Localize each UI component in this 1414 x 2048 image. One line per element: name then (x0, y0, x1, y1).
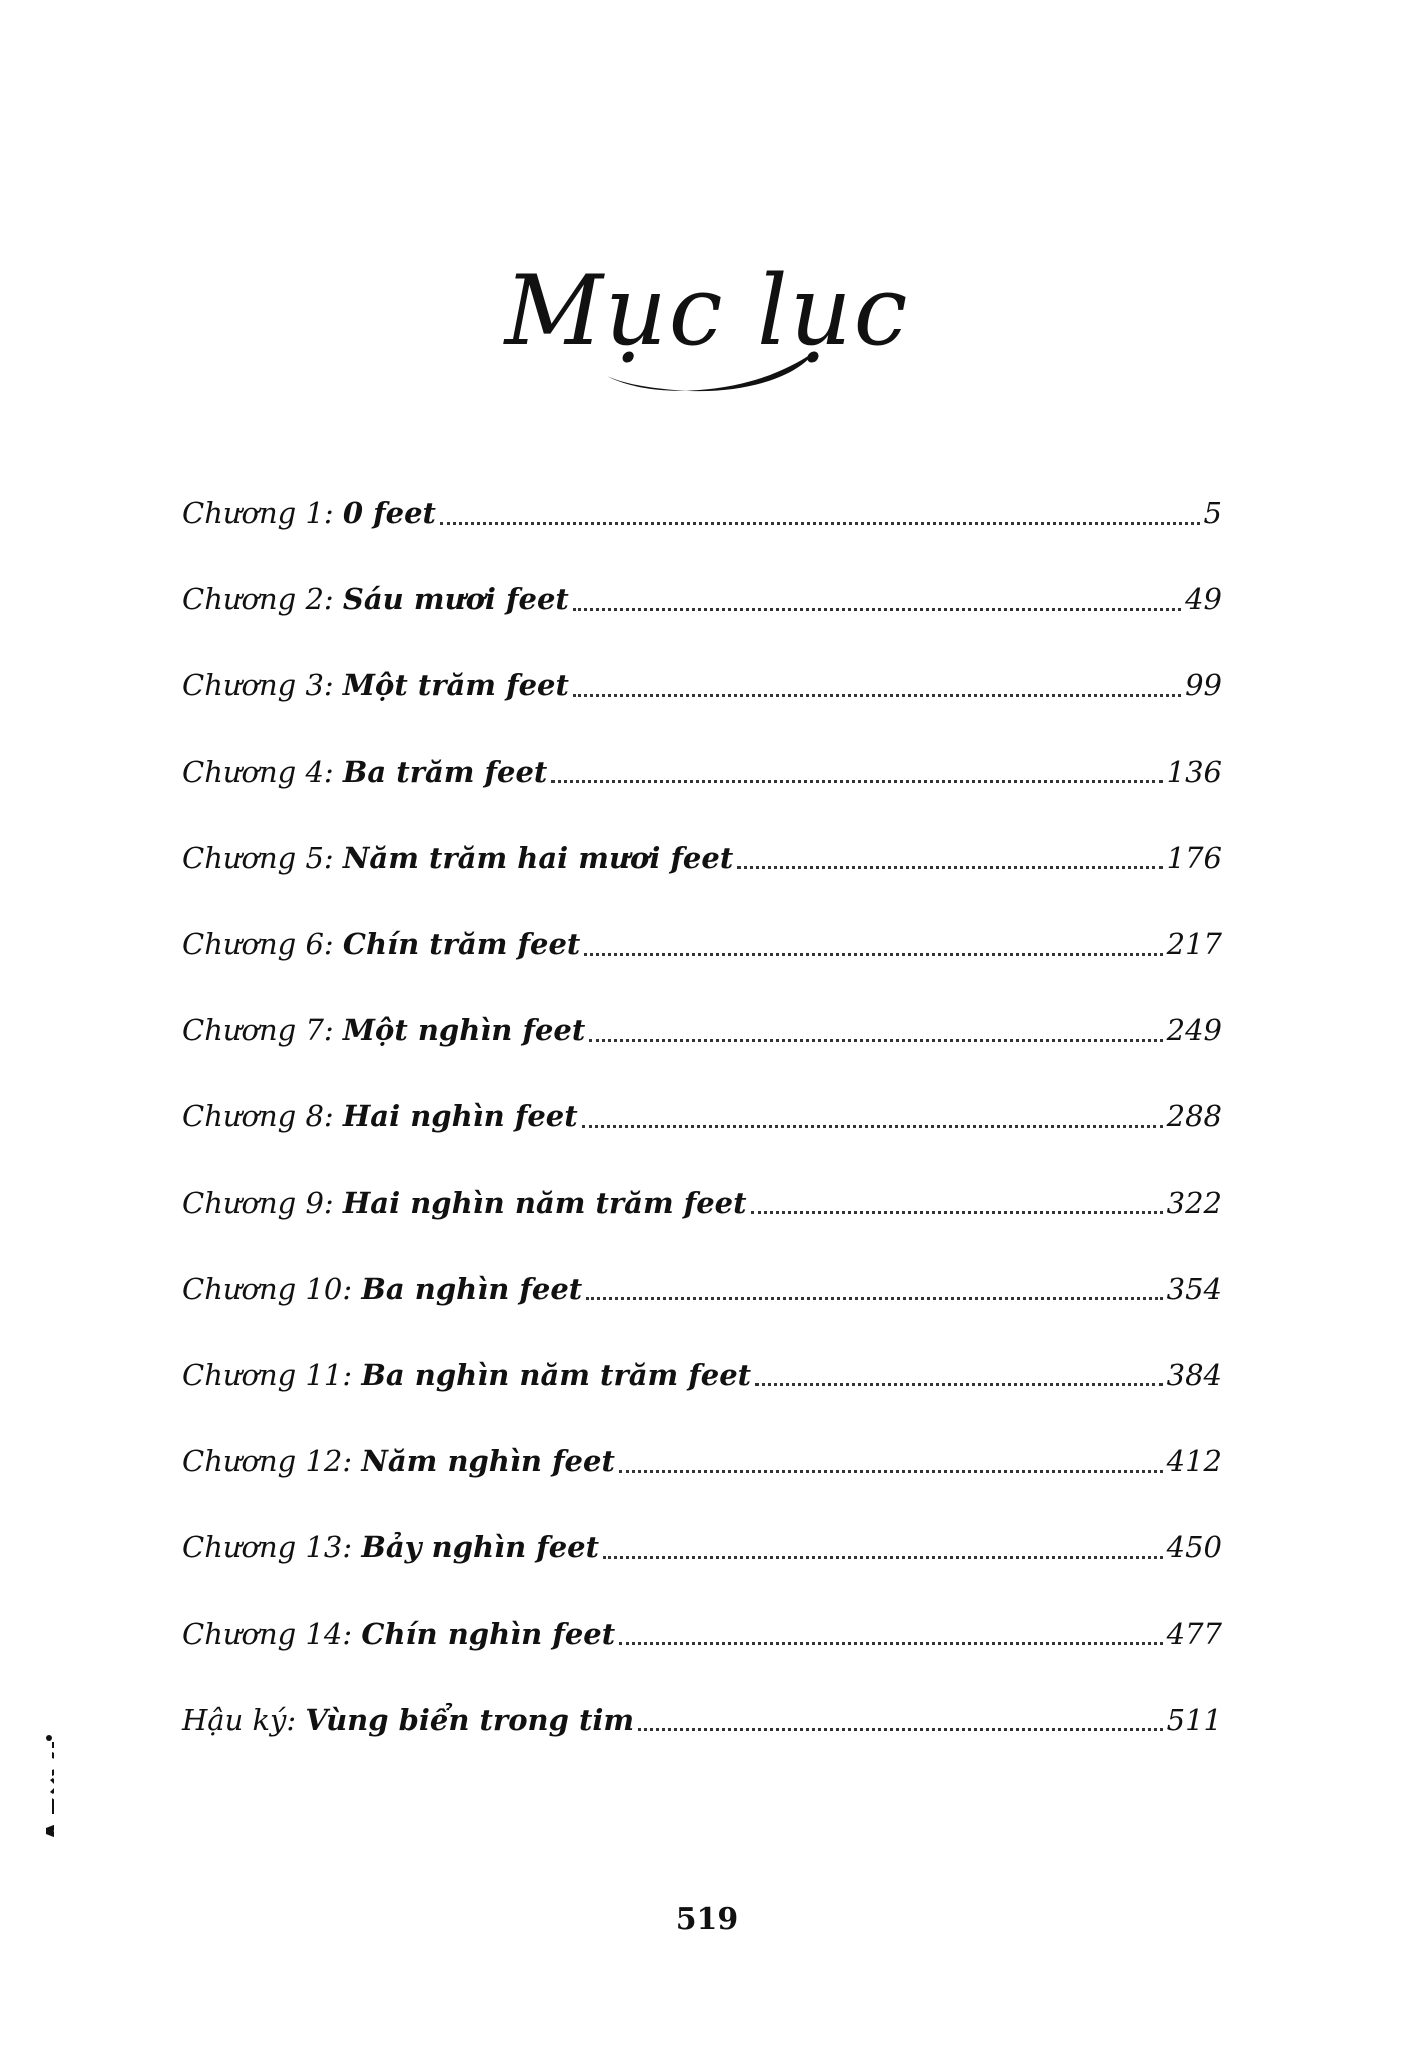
toc-page-number: 511 (1166, 1702, 1222, 1737)
toc-page-number: 176 (1166, 840, 1222, 875)
heading-swash-ornament (600, 345, 820, 405)
toc-entry-label (182, 755, 547, 789)
toc-list (182, 470, 1222, 1763)
toc-chapter-title: Hai nghìn năm trăm feet (342, 1185, 747, 1220)
toc-dot-leader (573, 608, 1181, 611)
toc-page-number: 217 (1166, 927, 1222, 962)
toc-heading-text: Mục lục (504, 255, 910, 367)
toc-entry (182, 1246, 1222, 1332)
toc-page-number: 249 (1166, 1013, 1222, 1048)
toc-entry-label (182, 1272, 582, 1306)
toc-page-number: 5 (1203, 496, 1222, 531)
toc-dot-leader (586, 1297, 1162, 1300)
toc-entry-label (182, 1444, 615, 1478)
toc-entry-label (182, 1703, 634, 1737)
toc-chapter-number: Chương 8: (182, 1099, 334, 1134)
toc-chapter-number: Chương 2: (182, 582, 334, 617)
toc-dot-leader (551, 780, 1162, 783)
toc-dot-leader (638, 1728, 1163, 1731)
toc-entry-label (182, 582, 569, 616)
toc-entry-label (182, 841, 733, 875)
toc-entry-label (182, 1617, 615, 1651)
toc-chapter-title: Chín nghìn feet (361, 1616, 616, 1651)
toc-page-number: 288 (1166, 1099, 1222, 1134)
toc-page-number: 354 (1166, 1271, 1222, 1306)
toc-entry-label (182, 1186, 747, 1220)
toc-entry-label (182, 668, 569, 702)
toc-dot-leader (584, 953, 1162, 956)
toc-entry (182, 815, 1222, 901)
toc-dot-leader (619, 1642, 1163, 1645)
toc-chapter-title: Ba nghìn feet (361, 1271, 583, 1306)
toc-entry (182, 1332, 1222, 1418)
toc-dot-leader (582, 1125, 1163, 1128)
toc-entry (182, 556, 1222, 642)
toc-chapter-title: Hai nghìn feet (342, 1099, 578, 1134)
toc-entry-label (182, 496, 436, 530)
toc-chapter-title: Vùng biển trong tim (305, 1702, 635, 1737)
toc-chapter-number: Chương 4: (182, 754, 334, 789)
toc-entry (182, 1160, 1222, 1246)
toc-page-number: 322 (1166, 1185, 1222, 1220)
toc-chapter-title: Năm nghìn feet (361, 1444, 615, 1479)
toc-chapter-number: Chương 12: (182, 1444, 353, 1479)
toc-entry (182, 1504, 1222, 1590)
toc-dot-leader (737, 866, 1162, 869)
toc-entry (182, 1418, 1222, 1504)
toc-chapter-title: Ba trăm feet (342, 754, 548, 789)
toc-page-number: 450 (1166, 1530, 1222, 1565)
toc-entry (182, 1677, 1222, 1763)
toc-chapter-number: Chương 3: (182, 668, 334, 703)
toc-entry-label (182, 1358, 751, 1392)
toc-entry (182, 729, 1222, 815)
toc-chapter-number: Chương 11: (182, 1357, 353, 1392)
toc-chapter-title: Một trăm feet (342, 668, 569, 703)
toc-entry (182, 1073, 1222, 1159)
toc-entry (182, 1590, 1222, 1676)
toc-chapter-number: Hậu ký: (182, 1702, 297, 1737)
toc-dot-leader (751, 1211, 1163, 1214)
toc-page-number: 412 (1166, 1444, 1222, 1479)
page-number: 519 (675, 1902, 739, 1937)
publisher-logo (14, 1706, 54, 1846)
toc-entry-label (182, 1099, 578, 1133)
toc-entry-label (182, 1013, 585, 1047)
toc-page-number: 99 (1185, 668, 1222, 703)
toc-chapter-number: Chương 14: (182, 1616, 353, 1651)
toc-chapter-number: Chương 6: (182, 927, 334, 962)
toc-dot-leader (440, 522, 1200, 525)
toc-chapter-number: Chương 10: (182, 1271, 353, 1306)
toc-chapter-title: Ba nghìn năm trăm feet (361, 1357, 752, 1392)
toc-chapter-title: Một nghìn feet (342, 1013, 586, 1048)
toc-chapter-title: 0 feet (342, 496, 436, 531)
toc-chapter-title: Năm trăm hai mươi feet (342, 840, 734, 875)
toc-chapter-number: Chương 13: (182, 1530, 353, 1565)
toc-dot-leader (603, 1556, 1163, 1559)
toc-dot-leader (619, 1470, 1163, 1473)
toc-chapter-number: Chương 5: (182, 840, 334, 875)
toc-dot-leader (589, 1039, 1162, 1042)
toc-entry (182, 642, 1222, 728)
toc-chapter-title: Sáu mươi feet (342, 582, 569, 617)
toc-page-number: 136 (1166, 754, 1222, 789)
toc-chapter-title: Bảy nghìn feet (361, 1530, 600, 1565)
toc-dot-leader (573, 694, 1181, 697)
toc-entry (182, 987, 1222, 1073)
toc-entry (182, 901, 1222, 987)
toc-page-number: 384 (1166, 1357, 1222, 1392)
toc-chapter-number: Chương 1: (182, 496, 334, 531)
toc-entry-label (182, 927, 580, 961)
toc-entry (182, 470, 1222, 556)
toc-entry-label (182, 1530, 599, 1564)
toc-chapter-number: Chương 9: (182, 1185, 334, 1220)
toc-page-number: 477 (1166, 1616, 1222, 1651)
toc-chapter-number: Chương 7: (182, 1013, 334, 1048)
toc-page-number: 49 (1185, 582, 1222, 617)
toc-dot-leader (755, 1383, 1163, 1386)
toc-chapter-title: Chín trăm feet (342, 927, 581, 962)
